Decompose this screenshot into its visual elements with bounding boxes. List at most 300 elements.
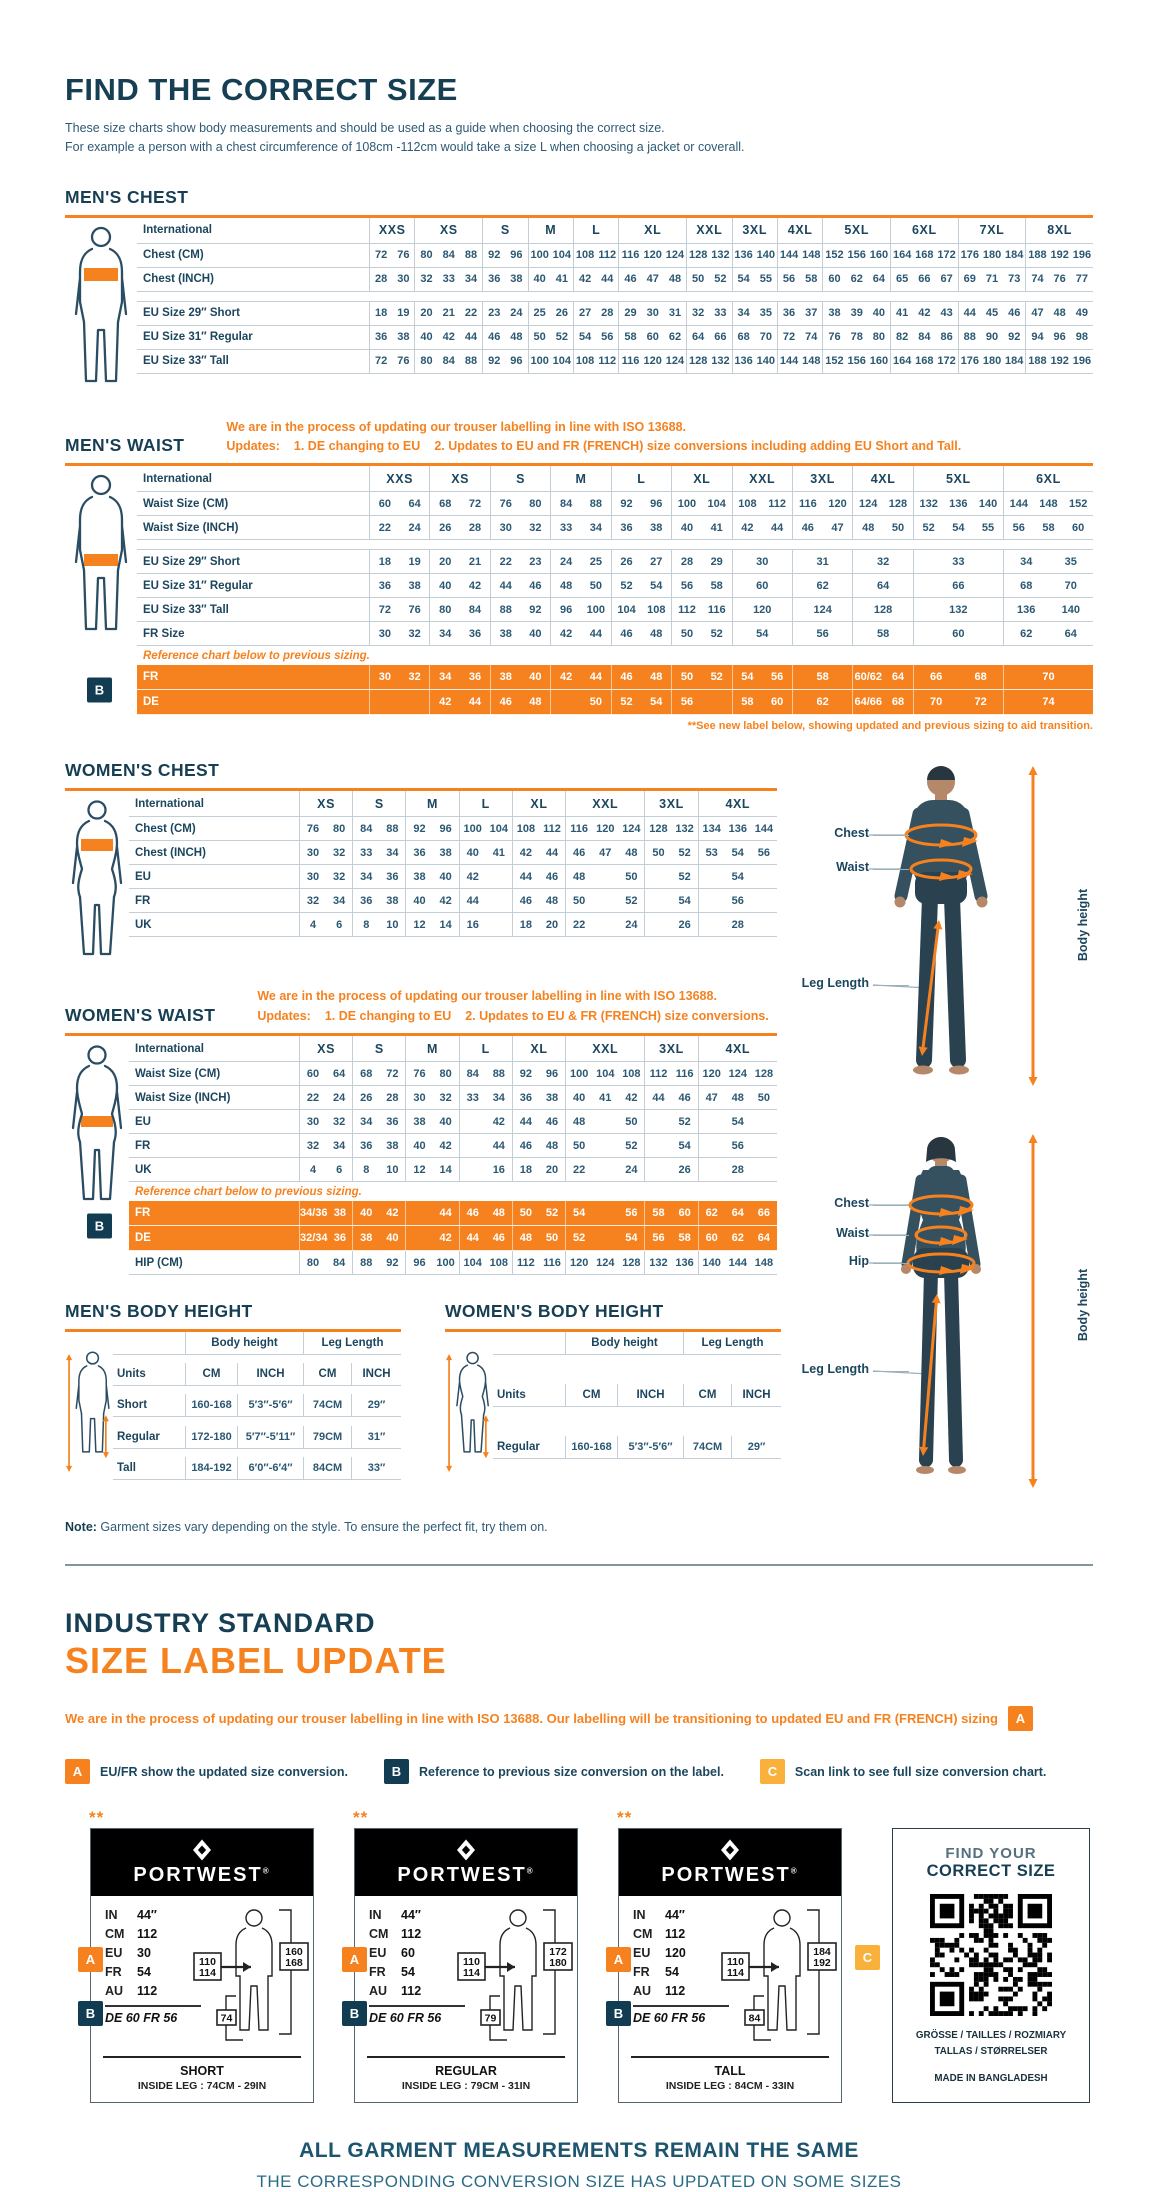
size-col-group: [352, 1251, 405, 1274]
size-value: 32: [529, 521, 542, 534]
size-value: 92: [386, 1256, 399, 1269]
size-value: 44: [601, 273, 614, 285]
size-col-group: [958, 302, 1026, 325]
size-value: 128: [873, 603, 893, 616]
size-value: 38: [408, 579, 421, 592]
size-col-group: [490, 466, 550, 491]
size-value: 60: [378, 497, 391, 510]
size-value: 21: [468, 555, 482, 568]
size-value: 116: [675, 1067, 694, 1080]
size-value: 41: [599, 1091, 612, 1104]
table-row: [129, 1158, 777, 1182]
size-value: 54: [731, 870, 744, 883]
size-col-group: [822, 268, 890, 291]
size-value: 92: [488, 355, 501, 367]
size-col-group: [698, 791, 777, 816]
column-header: XXL: [749, 471, 776, 486]
size-value: 40: [413, 894, 426, 907]
size-col-group: [611, 492, 671, 515]
size-value: 152: [825, 249, 844, 261]
size-value: 86: [940, 331, 953, 343]
size-value: 76: [397, 249, 410, 261]
asterisks-marker: **: [353, 1808, 369, 1828]
size-value: 140: [702, 1256, 721, 1269]
portwest-logo: [91, 1829, 313, 1896]
size-value: 58: [1042, 521, 1055, 534]
size-value: 88: [464, 355, 478, 367]
table-row: [129, 889, 777, 913]
size-col-group: [958, 326, 1026, 349]
size-value: 48: [573, 870, 586, 883]
column-header: XXS: [378, 223, 406, 237]
size-value: 72: [374, 249, 388, 261]
size-value: 64: [1064, 627, 1077, 640]
size-col-group: [369, 244, 414, 267]
table-row: [129, 913, 777, 937]
size-value: 60: [770, 696, 784, 709]
size-value: 27: [650, 555, 663, 568]
correct-size-text: CORRECT SIZE: [926, 1862, 1056, 1881]
size-col-group: [890, 218, 958, 243]
size-value: 50: [519, 1207, 533, 1219]
size-col-group: [352, 1110, 405, 1133]
row-label: FR: [135, 1207, 151, 1219]
size-value: 52: [620, 579, 633, 592]
size-value: 36: [360, 1139, 373, 1152]
size-value: 44: [963, 307, 976, 319]
size-value: 84: [560, 497, 573, 510]
size-value: 46: [620, 671, 633, 684]
column-header: S: [374, 796, 384, 811]
size-col-group: [528, 268, 573, 291]
size-value: 108: [516, 822, 536, 835]
size-value: 30: [306, 1115, 320, 1128]
size-value: 88: [464, 249, 478, 261]
size-col-group: [550, 492, 610, 515]
size-col-group: [698, 1251, 777, 1274]
size-col-group: [414, 302, 482, 325]
size-col-group: [611, 690, 671, 714]
table-cell: 33″: [351, 1457, 401, 1480]
size-col-group: [299, 1134, 352, 1157]
table-row: [137, 492, 1093, 516]
size-col-group: [822, 218, 890, 243]
size-col-group: [732, 268, 777, 291]
size-value: 65: [896, 273, 909, 285]
size-col-group: [405, 1086, 458, 1109]
table-row: [137, 326, 1093, 350]
size-value: 132: [711, 355, 730, 367]
size-value: 71: [985, 273, 999, 285]
size-col-group: [550, 516, 610, 539]
table-row: [137, 466, 1093, 492]
size-col-group: [459, 865, 512, 888]
size-value: 184: [1005, 249, 1024, 261]
size-col-group: [512, 1036, 565, 1061]
size-value: 24: [625, 918, 638, 931]
size-col-group: [777, 268, 822, 291]
size-value: 48: [573, 1115, 586, 1128]
column-header: XL: [530, 796, 548, 811]
row-label: FR: [135, 1139, 151, 1152]
size-col-group: [698, 841, 777, 864]
size-value: 96: [510, 355, 523, 367]
size-col-group: [405, 865, 458, 888]
size-value: 108: [738, 497, 757, 510]
size-col-group: [671, 665, 731, 689]
size-col-group: [698, 865, 777, 888]
size-value: 172: [937, 355, 956, 367]
size-value: 25: [533, 307, 546, 319]
size-value: 30: [413, 1091, 426, 1104]
size-col-group: [644, 1036, 697, 1061]
size-value: 40: [466, 846, 479, 859]
size-col-group: [1025, 326, 1093, 349]
size-table: [65, 1033, 777, 1275]
size-value: 54: [737, 273, 750, 285]
size-value: 12: [413, 1163, 426, 1176]
size-value: 24: [408, 521, 421, 534]
size-value: 38: [386, 894, 399, 907]
size-col-group: [732, 550, 792, 573]
size-col-group: [732, 218, 777, 243]
legend-item-c: [760, 1759, 1046, 1784]
size-value: 116: [570, 822, 589, 835]
table-cell: 6′0″-6′4″: [237, 1457, 303, 1480]
size-value: 45: [985, 307, 999, 319]
size-col-group: [512, 1226, 565, 1250]
size-value: 100: [586, 603, 606, 616]
column-header: 5XL: [844, 223, 870, 237]
size-value: 46: [545, 1115, 559, 1128]
mens-chest-table: [65, 215, 1093, 388]
size-col-group: [405, 791, 458, 816]
size-value: 66: [714, 331, 727, 343]
size-value: 64: [757, 1232, 771, 1244]
row-label: International: [143, 472, 213, 485]
size-col-group: [482, 244, 527, 267]
size-col-group: [565, 913, 644, 936]
size-col-group: [1025, 244, 1093, 267]
size-value: 48: [650, 627, 663, 640]
table-cell: [113, 1332, 185, 1355]
size-col-group: [644, 841, 697, 864]
size-value: 18: [378, 555, 391, 568]
table-row: [137, 690, 1093, 715]
table-row: [137, 218, 1093, 244]
size-value: 52: [678, 1115, 691, 1128]
size-value: 22: [306, 1091, 320, 1104]
size-value: 12: [413, 918, 426, 931]
size-value: 76: [1053, 273, 1066, 285]
brand-name: PORTWEST®: [133, 1864, 271, 1887]
size-value: 26: [360, 1091, 373, 1104]
industry-intro-text: We are in the process of updating our trouser labelling in line with ISO 13688. Our labelling will be transitioning to updated EU and FR (FRENCH) sizing: [65, 1711, 998, 1727]
size-table: [65, 788, 777, 961]
qr-code: [930, 1894, 1052, 2016]
brand-name: PORTWEST®: [397, 1864, 535, 1887]
size-value: 108: [575, 249, 595, 261]
size-value: 196: [1072, 355, 1092, 367]
size-value: 44: [468, 696, 482, 709]
column-header: M: [545, 223, 557, 237]
size-col-group: [1003, 598, 1093, 621]
size-col-group: [369, 268, 414, 291]
size-col-group: [512, 913, 565, 936]
fit-name: SHORT: [180, 2064, 224, 2079]
size-col-group: [299, 817, 352, 840]
size-value: 40: [439, 870, 452, 883]
size-col-group: [565, 865, 644, 888]
size-col-group: [369, 466, 429, 491]
size-value: 60: [756, 579, 769, 592]
size-value: 62: [668, 331, 682, 343]
size-value: 38: [499, 671, 512, 684]
table-cell: Units: [113, 1363, 185, 1386]
size-col-group: [512, 1062, 565, 1085]
size-value: 164: [892, 249, 912, 261]
size-col-group: [852, 690, 912, 714]
size-col-group: [913, 665, 1003, 689]
update-note-line1: We are in the process of updating our trouser labelling in line with ISO 13688.: [257, 989, 717, 1004]
table-row: [137, 665, 1093, 690]
svg-text:110: 110: [199, 1956, 216, 1969]
note-label: Note:: [65, 1520, 97, 1535]
size-value: 144: [728, 1256, 747, 1269]
size-col-group: [792, 598, 852, 621]
table-row: [129, 1251, 777, 1275]
size-translations: GRÖSSE / TAILLES / ROZMIARY TALLAS / STØRRELSER: [915, 2030, 1067, 2057]
size-value: 152: [1069, 497, 1088, 510]
size-col-group: [482, 302, 527, 325]
size-value: 40: [439, 1115, 452, 1128]
size-value: 73: [1008, 273, 1021, 285]
size-value: 53: [705, 846, 718, 859]
size-value: 108: [647, 603, 666, 616]
size-value: 32: [333, 846, 346, 859]
badge-a-icon: A: [78, 1947, 103, 1972]
size-col-group: [671, 550, 731, 573]
size-value: 50: [625, 1115, 638, 1128]
size-value: 64: [692, 331, 705, 343]
size-col-group: [352, 1134, 405, 1157]
size-value: 88: [386, 822, 399, 835]
size-value: 48: [545, 894, 559, 907]
size-value: 58: [710, 579, 723, 592]
size-col-group: [550, 598, 610, 621]
size-value: 92: [413, 822, 426, 835]
size-value: 112: [543, 822, 561, 835]
size-value: 136: [734, 249, 753, 261]
size-value: 50: [891, 521, 905, 534]
size-value: 132: [711, 249, 730, 261]
column-header: XL: [644, 223, 662, 237]
card-divider: [367, 2056, 565, 2058]
size-table: [65, 215, 1093, 388]
size-value: 41: [555, 273, 568, 285]
size-col-group: [490, 550, 550, 573]
reference-note: Reference chart below to previous sizing.: [143, 650, 370, 663]
size-col-group: [405, 1134, 458, 1157]
row-label: International: [135, 1042, 205, 1055]
industry-kicker: INDUSTRY STANDARD: [65, 1608, 376, 1639]
size-value: 56: [782, 273, 796, 285]
row-label: EU Size 29″ Short: [143, 307, 240, 319]
size-col-group: [698, 889, 777, 912]
size-col-group: [913, 550, 1003, 573]
table-cell: CM: [185, 1363, 237, 1386]
svg-text:114: 114: [727, 1967, 744, 1980]
size-value: 32: [408, 627, 421, 640]
size-value: 96: [650, 497, 663, 510]
size-value: 44: [466, 894, 479, 907]
table-cell: CM: [303, 1363, 351, 1386]
svg-text:114: 114: [463, 1967, 480, 1980]
size-col-group: [565, 791, 644, 816]
label-measurements: [369, 1906, 457, 2046]
size-value: 36: [413, 846, 426, 859]
size-col-group: [852, 598, 912, 621]
size-col-group: [644, 1134, 697, 1157]
badge-a-icon: A: [65, 1759, 90, 1784]
size-value: 64: [408, 497, 421, 510]
size-value: 32: [306, 894, 320, 907]
size-value: 92: [620, 497, 633, 510]
column-header: S: [500, 223, 510, 237]
size-value: 32: [692, 307, 705, 319]
size-value: 96: [413, 1256, 426, 1269]
size-col-group: [1003, 516, 1093, 539]
size-value: 34: [386, 846, 399, 859]
size-col-group: [698, 1201, 777, 1225]
size-value: 54: [756, 627, 769, 640]
size-value: 54: [573, 1207, 586, 1219]
size-value: 44: [545, 846, 559, 859]
size-value: 77: [1075, 273, 1089, 285]
size-value: 120: [569, 1256, 589, 1269]
size-value: 140: [1061, 603, 1080, 616]
size-label-card-short: [85, 1808, 314, 2103]
size-value: 128: [888, 497, 908, 510]
size-value: 64: [872, 273, 886, 285]
previous-sizing-row: DE 60 FR 56: [369, 2005, 465, 2025]
size-value: 34: [333, 894, 346, 907]
size-value: 76: [828, 331, 841, 343]
size-value: 64: [876, 579, 890, 592]
size-value: 144: [779, 355, 799, 367]
size-value: 20: [545, 918, 559, 931]
table-cell: 160-168: [185, 1394, 237, 1417]
size-value: 36: [333, 1232, 346, 1244]
badge-b-icon: B: [342, 2001, 367, 2026]
size-value: 52: [625, 1139, 638, 1152]
size-value: 30: [378, 627, 391, 640]
size-value: 48: [731, 1091, 744, 1104]
size-value: 55: [759, 273, 772, 285]
size-value: 132: [919, 497, 938, 510]
column-header: 6XL: [1036, 471, 1061, 486]
size-col-group: [686, 268, 731, 291]
legend-item-b: [384, 1759, 724, 1784]
size-value: 32: [333, 870, 346, 883]
size-col-group: [732, 598, 792, 621]
row-label: FR Size: [143, 627, 185, 640]
size-col-group: [482, 218, 527, 243]
size-value: 50: [625, 870, 638, 883]
intro-text: [65, 119, 1093, 157]
table-cell: 5′3″-5′6″: [617, 1436, 683, 1459]
badge-b-icon: B: [606, 2001, 631, 2026]
size-col-group: [792, 665, 852, 689]
column-header: S: [374, 1041, 384, 1056]
size-col-group: [299, 1036, 352, 1061]
size-value: 60: [646, 331, 659, 343]
table-row: [137, 302, 1093, 326]
size-col-group: [299, 889, 352, 912]
size-col-group: [512, 1201, 565, 1225]
size-label-card-tall: [613, 1808, 842, 2103]
table-row: [137, 516, 1093, 540]
size-value: 38: [650, 521, 663, 534]
size-value: 148: [802, 355, 821, 367]
size-value: 96: [560, 603, 573, 616]
size-value: 16: [466, 918, 479, 931]
size-col-group: [618, 350, 686, 373]
size-value: 22: [573, 1163, 586, 1176]
previous-sizing-row: DE 60 FR 56: [633, 2005, 729, 2025]
size-col-group: [429, 492, 489, 515]
size-col-group: [913, 516, 1003, 539]
size-value: 72: [782, 331, 796, 343]
size-value: 36: [468, 627, 482, 640]
column-header: XL: [530, 1041, 548, 1056]
measure-row: CM 112: [105, 1927, 158, 1942]
table-cell: 29″: [731, 1436, 781, 1459]
size-value: 196: [1072, 249, 1092, 261]
size-col-group: [459, 1134, 512, 1157]
size-col-group: [405, 841, 458, 864]
size-col-group: [459, 1201, 512, 1225]
size-value: 38: [413, 870, 426, 883]
size-value: 58: [876, 627, 890, 640]
column-header: L: [637, 471, 646, 486]
size-col-group: [913, 690, 1003, 714]
size-value: 120: [753, 603, 772, 616]
size-col-group: [369, 326, 414, 349]
size-value: 58: [741, 696, 754, 709]
size-col-group: [550, 690, 610, 714]
size-value: 46: [620, 627, 633, 640]
column-header: 4XL: [870, 471, 896, 486]
size-value: 64/66: [854, 696, 882, 709]
size-value: 60: [678, 1207, 691, 1219]
size-col-group: [565, 889, 644, 912]
size-value: 104: [596, 1067, 615, 1080]
section-mens-body-height: [65, 1301, 401, 1488]
size-value: 80: [439, 603, 452, 616]
column-header: 4XL: [725, 1041, 751, 1056]
size-value: 132: [675, 822, 694, 835]
svg-text:168: 168: [285, 1957, 303, 1970]
size-value: 36: [378, 579, 391, 592]
size-col-group: [565, 1134, 644, 1157]
size-col-group: [405, 1110, 458, 1133]
size-value: 124: [665, 355, 685, 367]
size-value: 68: [439, 497, 452, 510]
size-value: 100: [530, 249, 549, 261]
leg-length-label: Leg Length: [777, 976, 869, 990]
size-col-group: [644, 1226, 697, 1250]
